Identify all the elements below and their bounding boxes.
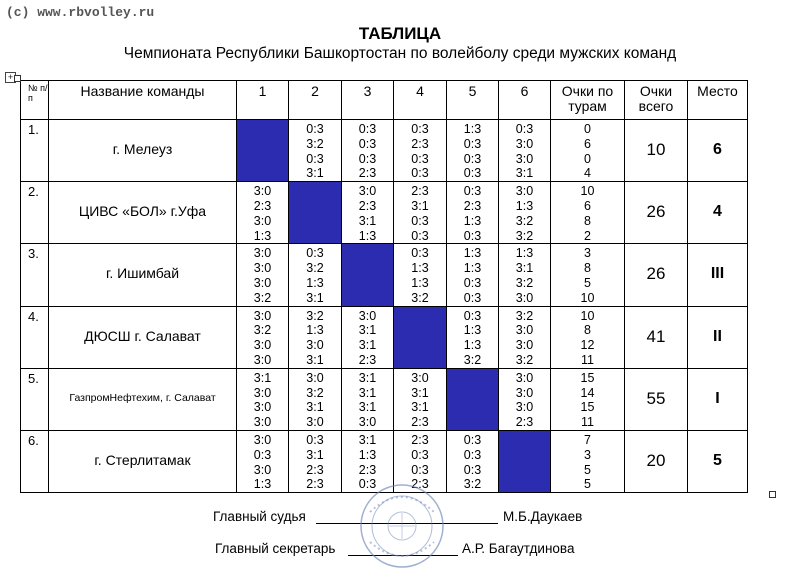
row-number [21, 244, 49, 306]
row-number-text: 1. [28, 122, 39, 137]
total-points [625, 368, 688, 430]
score-cell [237, 182, 289, 244]
score-cell-text: 3:0 3:1 3:1 2:3 [358, 308, 377, 367]
watermark: (c) www.rbvolley.ru [6, 5, 155, 20]
score-cell-text: 2:3 3:1 0:3 0:3 [411, 184, 429, 243]
score-cell [237, 306, 289, 368]
row-number-text: 6. [28, 432, 39, 448]
place [688, 430, 748, 492]
table-resize-handle[interactable] [769, 491, 776, 498]
row-number [21, 430, 49, 492]
place-text: 6 [713, 141, 722, 158]
judge-label: Главный судья [213, 509, 306, 524]
diagonal-cell [447, 368, 499, 430]
header-col-2: 2 [289, 81, 342, 120]
score-cell-text: 0:3 3:1 2:3 2:3 [306, 432, 324, 492]
score-cell [289, 306, 342, 368]
score-cell [394, 244, 447, 306]
total-points-text: 26 [646, 202, 666, 222]
place-text: II [713, 327, 722, 345]
score-cell-text: 0:3 3:2 1:3 3:1 [306, 246, 324, 305]
page-subtitle: Чемпионата Республики Башкортостан по волейболу среди мужских команд [123, 45, 677, 62]
score-cell-text: 3:2 1:3 3:0 3:1 [306, 308, 324, 367]
place [688, 306, 748, 368]
score-cell-text: 3:2 3:0 3:0 3:2 [515, 308, 534, 367]
total-points [625, 182, 688, 244]
total-points [625, 430, 688, 492]
total-points-text: 26 [646, 264, 666, 284]
header-num: № п/п [21, 81, 49, 120]
score-cell [289, 244, 342, 306]
score-cell-text: 3:1 3:1 3:1 3:0 [358, 370, 377, 430]
score-cell-text: 3:0 0:3 3:0 1:3 [253, 432, 272, 492]
score-cell [447, 182, 499, 244]
row-number-text: 4. [28, 308, 39, 324]
score-cell [499, 120, 551, 182]
score-cell-text: 3:0 3:0 3:0 2:3 [515, 370, 534, 430]
score-cell [289, 368, 342, 430]
score-cell [499, 182, 551, 244]
score-cell-text: 0:3 3:2 0:3 3:1 [306, 122, 324, 181]
score-cell [342, 306, 394, 368]
points-by-round [551, 182, 625, 244]
score-cell [499, 306, 551, 368]
place-text: III [710, 265, 725, 283]
secretary-label: Главный секретарь [215, 541, 336, 556]
table-row [21, 306, 748, 368]
team-name [49, 182, 237, 244]
row-number [21, 182, 49, 244]
score-cell [342, 120, 394, 182]
points-by-round-text: 10 6 8 2 [580, 184, 595, 243]
place [688, 182, 748, 244]
score-cell [447, 244, 499, 306]
row-number-text: 5. [28, 370, 39, 386]
team-name [49, 430, 237, 492]
header-total: Очки всего [625, 81, 688, 120]
score-cell-text: 0:3 2:3 1:3 0:3 [463, 184, 482, 243]
diagonal-cell [394, 306, 447, 368]
official-stamp-icon [356, 482, 448, 570]
page-title: ТАБЛИЦА [358, 24, 442, 43]
header-col-6: 6 [499, 81, 551, 120]
score-cell-text: 3:0 2:3 3:1 1:3 [358, 184, 377, 243]
place [688, 244, 748, 306]
team-name-text: г. Ишимбай [105, 265, 180, 282]
score-cell [447, 120, 499, 182]
row-number-text: 3. [28, 246, 39, 262]
row-number [21, 306, 49, 368]
score-cell-text: 3:0 3:2 3:1 3:0 [306, 370, 324, 430]
score-cell-text: 3:1 3:0 3:0 3:0 [253, 370, 272, 430]
table-row [21, 182, 748, 244]
total-points [625, 306, 688, 368]
row-number [21, 120, 49, 182]
secretary-name: А.Р. Багаутдинова [462, 541, 575, 556]
score-cell [237, 244, 289, 306]
score-cell-text: 3:0 1:3 3:2 3:2 [515, 184, 534, 243]
table-header-row [21, 81, 748, 120]
points-by-round-text: 10 8 12 11 [580, 308, 595, 367]
team-name-text: г. Мелеуз [112, 141, 173, 157]
total-points [625, 244, 688, 306]
place [688, 368, 748, 430]
diagonal-cell [237, 120, 289, 182]
score-cell [394, 368, 447, 430]
score-cell-text: 3:1 1:3 2:3 0:3 [358, 432, 377, 492]
table-row [21, 368, 748, 430]
score-cell [237, 430, 289, 492]
score-cell [394, 182, 447, 244]
score-cell-text: 1:3 1:3 0:3 0:3 [463, 246, 482, 305]
row-number [21, 368, 49, 430]
team-name [49, 368, 237, 430]
table-move-handle[interactable]: + [5, 72, 16, 83]
header-team: Название команды [49, 81, 237, 120]
header-points-by-round: Очки по турам [551, 81, 625, 120]
judge-name: М.Б.Даукаев [503, 509, 583, 524]
score-cell [342, 368, 394, 430]
score-cell [394, 120, 447, 182]
team-name-text: г. Стерлитамак [94, 451, 191, 468]
points-by-round [551, 306, 625, 368]
score-cell-text: 3:0 3:0 3:0 3:2 [253, 246, 272, 305]
score-cell [289, 120, 342, 182]
score-cell-text: 3:0 2:3 3:0 1:3 [253, 184, 272, 243]
diagonal-cell [289, 182, 342, 244]
team-name-text: ГазпромНефтехим, г. Салават [69, 391, 216, 404]
score-cell-text: 0:3 2:3 0:3 0:3 [411, 122, 429, 181]
team-name [49, 120, 237, 182]
table-row [21, 120, 748, 182]
standings-table [20, 80, 748, 493]
header-col-4: 4 [394, 81, 447, 120]
score-cell [342, 182, 394, 244]
points-by-round [551, 368, 625, 430]
row-number-text: 2. [28, 184, 39, 200]
header-col-5: 5 [447, 81, 499, 120]
score-cell-text: 2:3 0:3 0:3 2:3 [411, 432, 429, 492]
score-cell-text: 0:3 0:3 0:3 2:3 [358, 122, 377, 181]
score-cell-text: 1:3 3:1 3:2 3:0 [515, 246, 534, 305]
team-name-text: ДЮСШ г. Салават [84, 327, 201, 344]
score-cell-text: 0:3 3:0 3:0 3:1 [515, 122, 534, 181]
score-cell [499, 244, 551, 306]
score-cell-text: 0:3 0:3 0:3 3:2 [463, 432, 482, 492]
header-place: Место [688, 81, 748, 120]
score-cell [447, 430, 499, 492]
place-text: 5 [713, 451, 722, 469]
score-cell-text: 0:3 1:3 1:3 3:2 [463, 308, 482, 367]
points-by-round-text: 15 14 15 11 [580, 370, 595, 430]
score-cell [237, 368, 289, 430]
team-name [49, 244, 237, 306]
score-cell [289, 430, 342, 492]
points-by-round [551, 244, 625, 306]
header-col-1: 1 [237, 81, 289, 120]
place-text: I [715, 389, 720, 407]
table-row [21, 244, 748, 306]
diagonal-cell [499, 430, 551, 492]
total-points-text: 10 [646, 140, 666, 159]
score-cell-text: 0:3 1:3 1:3 3:2 [411, 246, 429, 305]
total-points-text: 41 [646, 326, 666, 346]
score-cell-text: 1:3 0:3 0:3 0:3 [463, 122, 482, 181]
score-cell-text: 3:0 3:1 3:1 2:3 [411, 370, 429, 430]
score-cell-text: 3:0 3:2 3:0 3:0 [253, 308, 272, 367]
diagonal-cell [342, 244, 394, 306]
table-corner-handle[interactable] [14, 75, 21, 82]
team-name [49, 306, 237, 368]
place-text: 4 [713, 203, 722, 221]
score-cell [447, 306, 499, 368]
total-points [625, 120, 688, 182]
total-points-text: 20 [646, 450, 666, 470]
score-cell [499, 368, 551, 430]
place [688, 120, 748, 182]
points-by-round [551, 430, 625, 492]
points-by-round-text: 7 3 5 5 [584, 432, 591, 492]
header-col-3: 3 [342, 81, 394, 120]
total-points-text: 55 [646, 388, 666, 408]
points-by-round-text: 3 8 5 10 [580, 246, 595, 305]
points-by-round [551, 120, 625, 182]
team-name-text: ЦИВС «БОЛ» г.Уфа [78, 203, 207, 220]
points-by-round-text: 0 6 0 4 [584, 122, 591, 181]
